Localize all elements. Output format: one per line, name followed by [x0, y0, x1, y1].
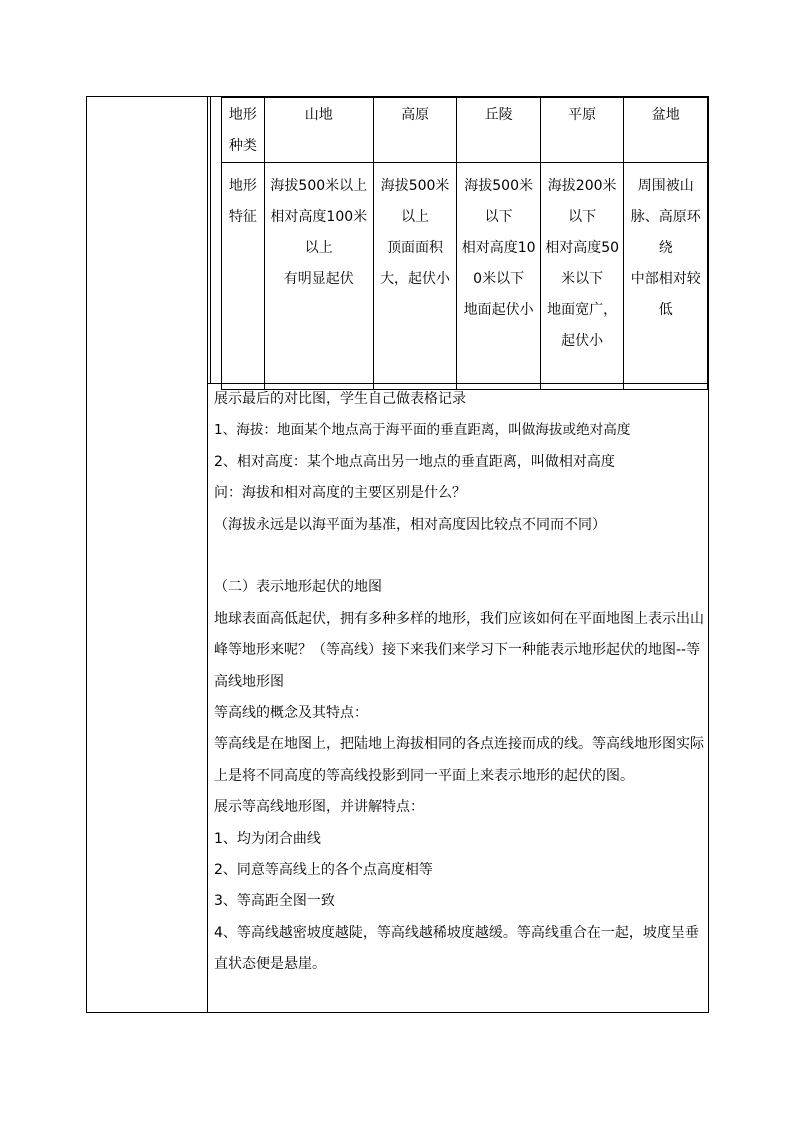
feature-point: 1、均为闭合曲线 [214, 830, 321, 847]
feature-hills [457, 163, 541, 390]
content-line: （海拔永远是以海平面为基准，相对高度因比较点不同而不同） [214, 516, 606, 533]
feature-mountain [264, 163, 373, 390]
concept-title: 等高线的概念及其特点： [214, 705, 368, 722]
type-plain: 平原 [540, 98, 624, 163]
section-title: （二）表示地形起伏的地图 [214, 579, 382, 596]
header-label: 地形种类 [222, 98, 265, 163]
feature-line: 相对高度100米以上 [270, 209, 368, 256]
feature-line: 海拔500米以下 [464, 178, 533, 225]
feature-line: 周围被山脉、高原环绕 [630, 178, 701, 256]
content-line: 展示等高线地形图，并讲解特点： [214, 799, 424, 816]
feature-point: 2、同意等高线上的各个点高度相等 [214, 862, 433, 879]
feature-line: 有明显起伏 [283, 271, 354, 287]
feature-point: 3、等高距全图一致 [214, 893, 335, 910]
terrain-header-row [222, 98, 708, 163]
content-line: 2、相对高度：某个地点高出另一地点的垂直距离，叫做相对高度 [214, 453, 615, 470]
feature-line: 海拔500米以上 [380, 178, 450, 225]
content-line: 问：海拔和相对高度的主要区别是什么？ [214, 485, 466, 502]
feature-line: 相对高度50米以下 [545, 240, 620, 287]
feature-basin [624, 163, 708, 390]
blank-line [214, 541, 706, 572]
feature-line: 相对高度100米以下 [461, 240, 536, 287]
inner-divider [210, 96, 211, 383]
content-paragraph: 地球表面高低起伏，拥有多种多样的地形，我们应该如何在平面地图上表示出山峰等地形来呢？（等高线）接下来我们来学习下一种能表示地形起伏的地图--等高线地形图 [214, 610, 704, 690]
content-line: 1、海拔：地面某个地点高于海平面的垂直距离，叫做海拔或绝对高度 [214, 422, 631, 439]
feature-plateau [373, 163, 457, 390]
terrain-table [221, 97, 708, 390]
feature-plain [540, 163, 624, 390]
content-line: 展示最后的对比图，学生自己做表格记录 [214, 391, 466, 407]
type-basin: 盆地 [624, 98, 708, 163]
lesson-content [214, 384, 706, 981]
column-divider [207, 96, 208, 1013]
feature-label: 地形特征 [222, 163, 265, 390]
feature-line: 海拔500米以上 [270, 178, 368, 194]
feature-line: 中部相对较低 [630, 271, 701, 318]
type-plateau: 高原 [373, 98, 457, 163]
feature-point: 4、等高线越密坡度越陡，等高线越稀坡度越缓。等高线重合在一起，坡度呈垂直状态便是悬崖。 [214, 924, 699, 973]
feature-line: 地面起伏小 [463, 302, 534, 318]
terrain-feature-row [222, 163, 708, 390]
feature-line: 地面宽广，起伏小 [547, 302, 618, 349]
feature-line: 顶面面积大，起伏小 [380, 240, 451, 287]
type-mountain: 山地 [264, 98, 373, 163]
content-paragraph: 等高线是在地图上，把陆地上海拔相同的各点连接而成的线。等高线地形图实际上是将不同高度的等高线投影到同一平面上来表示地形的起伏的图。 [214, 736, 704, 784]
feature-line: 海拔200米以下 [547, 178, 617, 225]
type-hills: 丘陵 [457, 98, 541, 163]
